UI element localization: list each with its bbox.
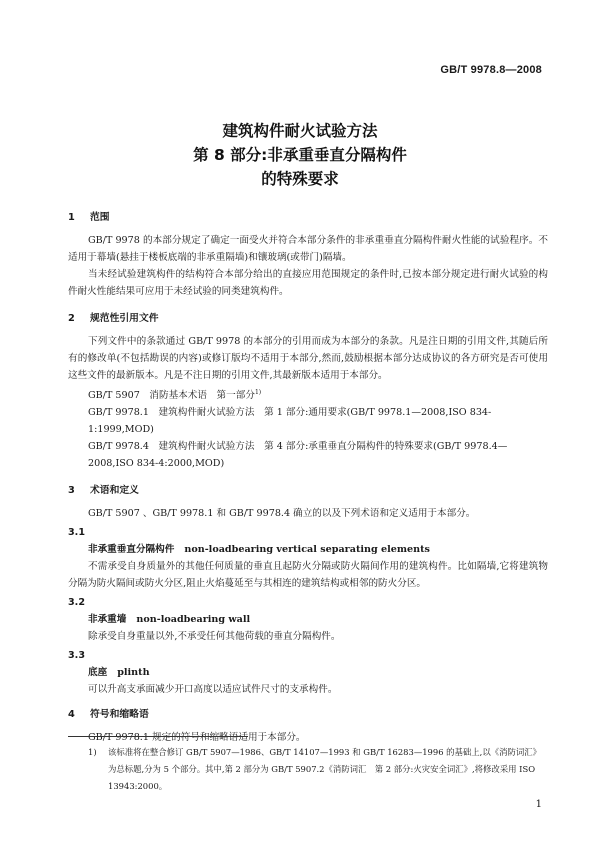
section-title: 规范性引用文件	[90, 313, 159, 324]
section-3-heading	[68, 482, 548, 499]
term-3-2-definition: 除承受自身重量以外,不承受任何其他荷载的垂直分隔构件。	[88, 631, 341, 643]
document-title	[0, 119, 600, 191]
footnote-marker: 1)	[254, 389, 262, 396]
title-line-2: 第 8 部分:非承重垂直分隔构件	[193, 146, 407, 164]
section-title: 范围	[90, 212, 110, 223]
reference-text: GB/T 5907 消防基本术语 第一部分	[88, 390, 255, 402]
footnote	[88, 744, 548, 795]
section-2-heading	[68, 310, 548, 327]
section-1-paragraph-1: GB/T 9978 的本部分规定了确定一面受火并符合本部分条件的非承重垂直分隔构件耐火性能的试验程序。不适用于幕墙(悬挂于楼板底端的非承重隔墙)和镶玻璃(或带门)隔墙。	[68, 235, 548, 263]
document-body	[68, 203, 548, 746]
section-4-heading	[68, 706, 548, 723]
section-number: 3	[68, 485, 75, 497]
section-4-paragraph-1: GB/T 9978.1 规定的符号和缩略语适用于本部分。	[88, 732, 306, 744]
section-number: 1	[68, 212, 75, 223]
term-3-3-number: 3.3	[68, 650, 85, 662]
term-3-1-definition: 不需承受自身质量外的其他任何质量的垂直且起防火分隔或防火隔间作用的建筑构件。比如隔墙,它将建筑物分隔为防火隔间或防火分区,阻止火焰蔓延至与其相连的建筑结构或相邻的防火分区。	[68, 561, 548, 590]
term-chinese: 底座	[88, 667, 108, 679]
title-line-1: 建筑构件耐火试验方法	[222, 122, 378, 140]
footnote-number: 1)	[88, 747, 97, 757]
term-chinese: 非承重墙	[88, 614, 127, 626]
section-number: 4	[68, 709, 75, 721]
term-english: plinth	[117, 667, 150, 679]
section-1-heading	[68, 209, 548, 226]
term-3-1	[68, 541, 548, 558]
term-3-2-number: 3.2	[68, 597, 85, 609]
section-number: 2	[68, 313, 75, 324]
normative-reference-1	[68, 384, 548, 404]
normative-reference-2	[68, 404, 548, 438]
term-3-2	[68, 611, 548, 628]
term-chinese: 非承重垂直分隔构件	[88, 544, 175, 556]
term-english: non-loadbearing vertical separating elements	[184, 544, 430, 556]
section-1-paragraph-2: 当未经试验建筑构件的结构符合本部分给出的直接应用范围规定的条件时,已按本部分规定进行耐火试验的构件耐火性能结果可应用于未经试验的同类建筑构件。	[68, 269, 548, 297]
normative-reference-3	[68, 438, 548, 472]
term-3-3	[68, 664, 548, 681]
reference-text: GB/T 9978.4 建筑构件耐火试验方法 第 4 部分:承重垂直分隔构件的特殊要求(GB/T 9978.4—2008,ISO 834-4:2000,MOD)	[88, 441, 508, 470]
reference-text: GB/T 9978.1 建筑构件耐火试验方法 第 1 部分:通用要求(GB/T 9978.1—2008,ISO 834-1:1999,MOD)	[88, 407, 492, 436]
section-title: 术语和定义	[90, 485, 139, 497]
section-2-paragraph-1: 下列文件中的条款通过 GB/T 9978 的本部分的引用而成为本部分的条款。凡是注日期的引用文件,其随后所有的修改单(不包括勘误的内容)或修订版均不适用于本部分,然而,鼓励根据本部分达成协议的各方研究是否可使用这些文件的最新版本。凡是不注日期的引用文件,其最新版本适用于本部分。	[68, 336, 548, 381]
section-3-paragraph-1: GB/T 5907 、GB/T 9978.1 和 GB/T 9978.4 确立的以及下列术语和定义适用于本部分。	[88, 508, 476, 520]
title-line-3: 的特殊要求	[261, 170, 339, 188]
standard-code: GB/T 9978.8—2008	[440, 64, 542, 76]
term-3-1-number: 3.1	[68, 527, 85, 539]
footnote-divider	[68, 736, 248, 737]
term-3-3-definition: 可以升高支承面减少开口高度以适应试件尺寸的支承构件。	[88, 684, 338, 696]
footnote-text: 该标准将在整合修订 GB/T 5907—1986、GB/T 14107—1993 和 GB/T 16283—1996 的基础上,以《消防词汇》为总标题,分为 5 个部分。其中,第 2 部分为 GB/T 5907.2《消防词汇 第 2 部分:火灾安全词汇》,将修改采用 ISO 13943:2000。	[108, 747, 541, 791]
page-number: 1	[535, 799, 542, 810]
term-english: non-loadbearing wall	[136, 614, 251, 626]
section-title: 符号和缩略语	[90, 709, 149, 721]
